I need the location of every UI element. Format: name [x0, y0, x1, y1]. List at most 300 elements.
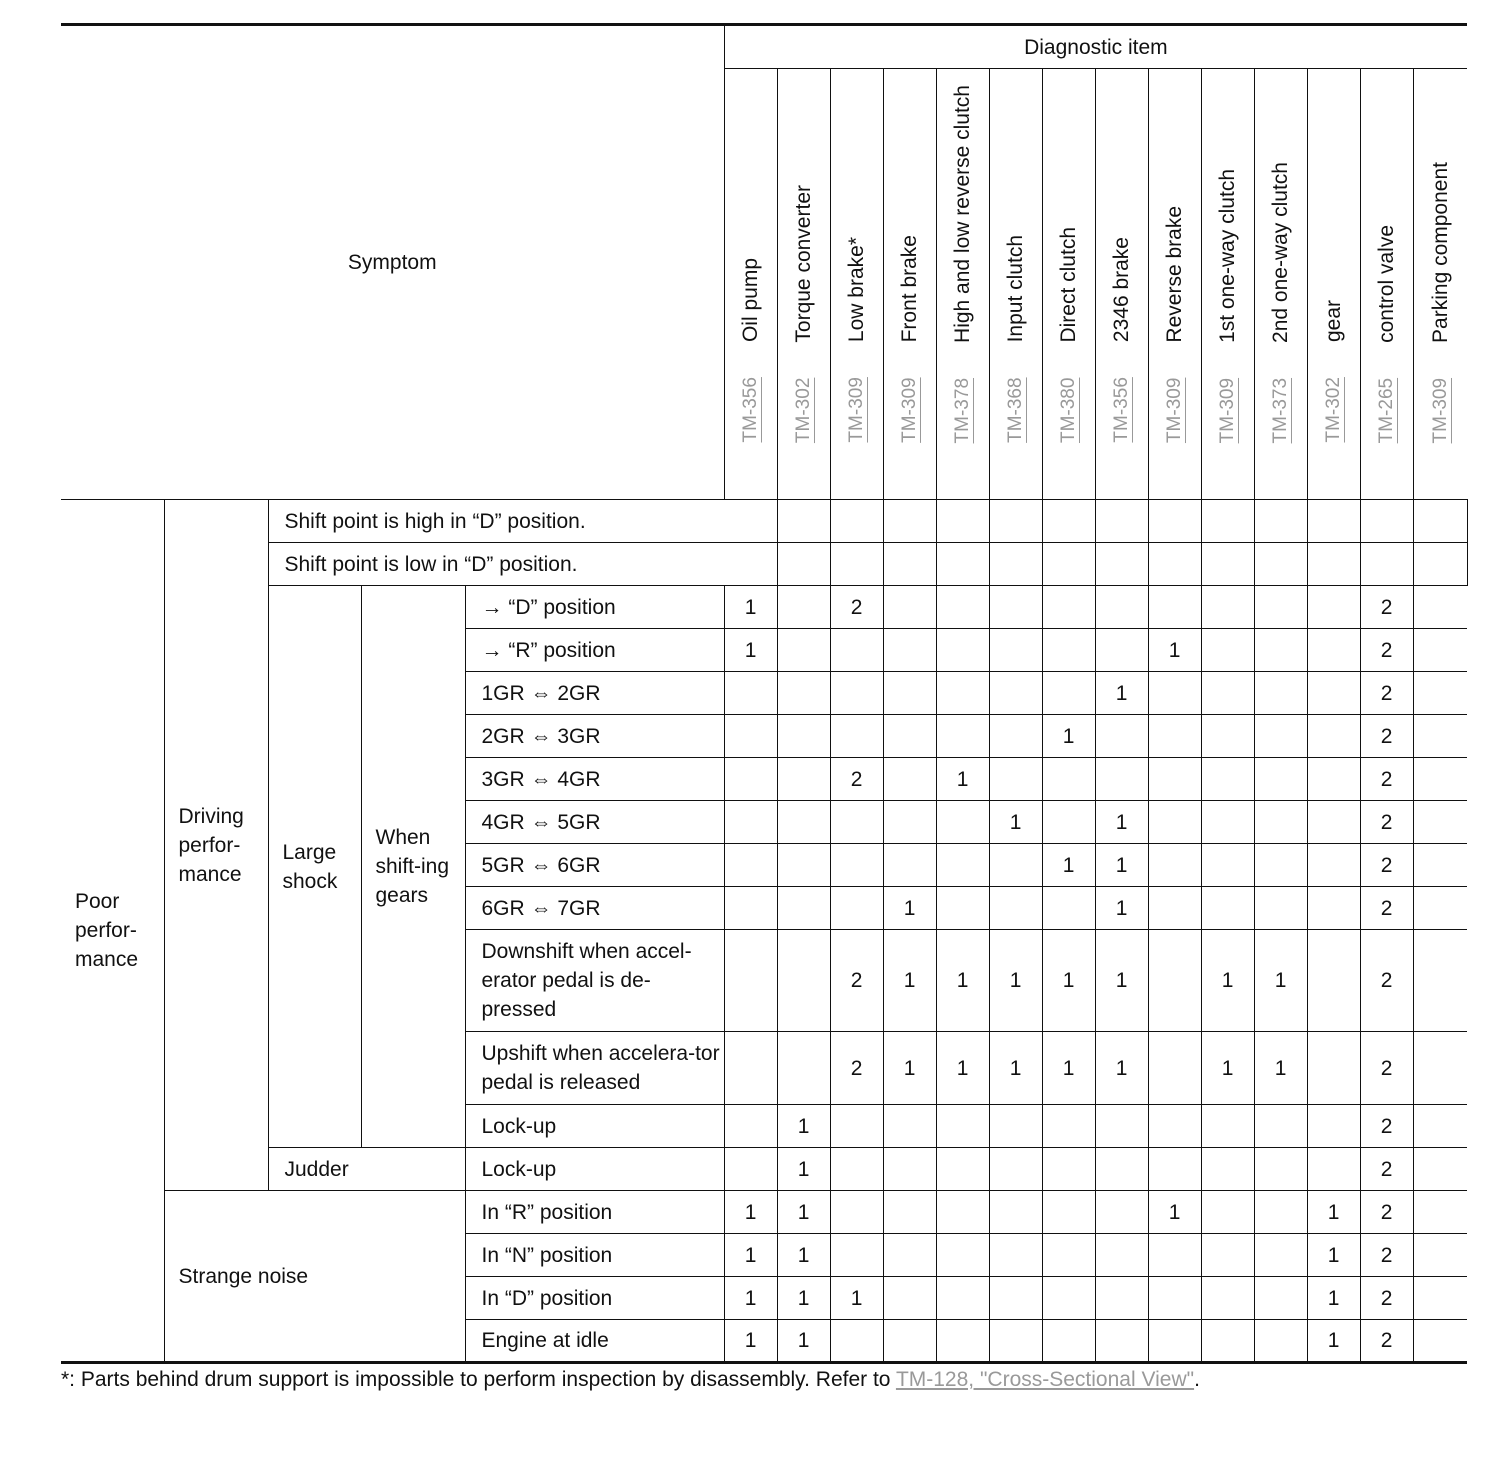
cell-value — [1307, 1032, 1360, 1105]
row-label: Lock-up — [465, 1148, 724, 1191]
cell-value: 2 — [830, 1032, 883, 1105]
cell-value: 1 — [777, 1191, 830, 1234]
cell-value: 2 — [1360, 672, 1413, 715]
cell-value — [1254, 801, 1307, 844]
cell-value — [1042, 887, 1095, 930]
cell-value — [1148, 930, 1201, 1032]
cell-value — [1148, 586, 1201, 629]
column-ref-link[interactable]: TM-368 — [1005, 377, 1027, 443]
column-header — [1307, 69, 1360, 500]
cell-value — [1254, 1105, 1307, 1148]
cell-value: 1 — [724, 586, 777, 629]
cell-value — [724, 930, 777, 1032]
cell-value — [1307, 543, 1360, 586]
cell-value — [830, 715, 883, 758]
cell-value — [1042, 801, 1095, 844]
cell-value — [1413, 1277, 1467, 1320]
cell-value — [1201, 543, 1254, 586]
cell-value — [724, 1148, 777, 1191]
column-header — [1360, 69, 1413, 500]
cell-value — [1413, 1148, 1467, 1191]
column-name: 2nd one-way clutch — [1269, 161, 1293, 343]
footnote — [61, 1366, 1200, 1394]
cell-value: 2 — [1360, 844, 1413, 887]
cell-value — [830, 1191, 883, 1234]
cell-value — [1254, 1320, 1307, 1363]
cell-value — [989, 1277, 1042, 1320]
cell-value: 2 — [1360, 1277, 1413, 1320]
row-label: In “D” position — [465, 1277, 724, 1320]
cell-value — [724, 801, 777, 844]
group-large-shock: Large shock — [268, 586, 361, 1148]
cell-value: 1 — [777, 1277, 830, 1320]
cell-value — [1148, 1320, 1201, 1363]
cell-value — [1042, 629, 1095, 672]
column-ref-link[interactable]: TM-309 — [846, 377, 868, 443]
row-label: In “N” position — [465, 1234, 724, 1277]
cell-value — [1307, 586, 1360, 629]
cell-value: 2 — [1360, 758, 1413, 801]
cell-value — [936, 586, 989, 629]
table-row — [61, 1148, 1467, 1191]
cell-value — [777, 930, 830, 1032]
cell-value — [936, 672, 989, 715]
cell-value: 1 — [1307, 1234, 1360, 1277]
cell-value: 1 — [1307, 1277, 1360, 1320]
column-name: Low brake* — [845, 237, 869, 343]
cell-value — [883, 629, 936, 672]
cell-value — [1413, 930, 1467, 1032]
cell-value — [1095, 1191, 1148, 1234]
column-name: Input clutch — [1004, 235, 1028, 343]
cell-value — [777, 844, 830, 887]
cell-value — [936, 500, 989, 543]
cell-value — [936, 1191, 989, 1234]
cell-value: 2 — [1360, 1032, 1413, 1105]
cell-value — [1148, 1148, 1201, 1191]
cell-value — [989, 500, 1042, 543]
cell-value — [777, 887, 830, 930]
cell-value — [1042, 1234, 1095, 1277]
cell-value — [724, 672, 777, 715]
cell-value — [830, 887, 883, 930]
column-name: Oil pump — [739, 258, 763, 343]
cell-value — [989, 586, 1042, 629]
column-header — [936, 69, 989, 500]
cell-value: 2 — [1360, 715, 1413, 758]
cell-value — [1413, 1105, 1467, 1148]
cell-value — [1201, 1148, 1254, 1191]
cell-value — [1148, 500, 1201, 543]
cell-value: 1 — [1254, 930, 1307, 1032]
cell-value — [1201, 672, 1254, 715]
column-ref-link[interactable]: TM-380 — [1058, 377, 1080, 443]
row-label: → “D” position — [465, 586, 724, 629]
cell-value — [1307, 758, 1360, 801]
column-header — [777, 69, 830, 500]
column-name: Front brake — [898, 235, 922, 343]
cell-value — [777, 586, 830, 629]
cell-value: 2 — [830, 930, 883, 1032]
cell-value — [1095, 629, 1148, 672]
cell-value — [1148, 1032, 1201, 1105]
cell-value — [1254, 629, 1307, 672]
cell-value: 1 — [1254, 1032, 1307, 1105]
column-name: 1st one-way clutch — [1216, 168, 1240, 343]
cell-value — [1254, 500, 1307, 543]
cell-value — [1413, 672, 1467, 715]
cell-value — [883, 844, 936, 887]
column-ref-link[interactable]: TM-309 — [1217, 377, 1239, 443]
cell-value — [1148, 1277, 1201, 1320]
cell-value: 1 — [724, 1277, 777, 1320]
cell-value — [1201, 844, 1254, 887]
cell-value — [1042, 543, 1095, 586]
cell-value — [777, 758, 830, 801]
cell-value — [1201, 1105, 1254, 1148]
cell-value — [936, 1234, 989, 1277]
cell-value: 1 — [883, 1032, 936, 1105]
cell-value: 1 — [1148, 1191, 1201, 1234]
row-label: → “R” position — [465, 629, 724, 672]
cell-value: 1 — [936, 1032, 989, 1105]
table-row — [61, 500, 1467, 543]
cell-value: 1 — [777, 1234, 830, 1277]
cell-value — [724, 1032, 777, 1105]
row-label: 5GR ⇔ 6GR — [465, 844, 724, 887]
row-label: Engine at idle — [465, 1320, 724, 1363]
cell-value — [1254, 586, 1307, 629]
column-name: 2346 brake — [1110, 237, 1134, 343]
cell-value: 1 — [883, 887, 936, 930]
cell-value — [1413, 715, 1467, 758]
cell-value — [883, 672, 936, 715]
group-when-shifting-gears: When shift-ing gears — [361, 586, 465, 1148]
cell-value — [1413, 1191, 1467, 1234]
cell-value — [830, 543, 883, 586]
cell-value — [1254, 887, 1307, 930]
cell-value — [1095, 586, 1148, 629]
cell-value — [936, 1105, 989, 1148]
cell-value — [936, 887, 989, 930]
cell-value — [936, 1277, 989, 1320]
column-ref-link[interactable]: TM-373 — [1270, 377, 1292, 443]
cell-value: 1 — [1095, 672, 1148, 715]
cell-value — [1148, 1105, 1201, 1148]
table-row — [61, 543, 1467, 586]
row-label: Downshift when accel-erator pedal is de-pressed — [465, 930, 724, 1032]
cell-value — [989, 672, 1042, 715]
cell-value — [883, 715, 936, 758]
cell-value — [989, 1234, 1042, 1277]
cell-value — [1095, 500, 1148, 543]
cell-value — [883, 1320, 936, 1363]
cell-value — [1201, 629, 1254, 672]
cell-value — [989, 758, 1042, 801]
cell-value — [936, 1320, 989, 1363]
cell-value — [989, 1191, 1042, 1234]
cell-value — [1254, 758, 1307, 801]
cell-value — [1148, 1234, 1201, 1277]
cell-value — [1042, 586, 1095, 629]
cell-value: 1 — [883, 930, 936, 1032]
cell-value — [989, 844, 1042, 887]
column-ref-link[interactable]: TM-265 — [1376, 377, 1398, 443]
column-ref-link[interactable]: TM-309 — [1429, 377, 1451, 443]
cell-value — [1254, 1234, 1307, 1277]
column-header — [1201, 69, 1254, 500]
cell-value — [1095, 1320, 1148, 1363]
column-header — [830, 69, 883, 500]
cell-value — [830, 1234, 883, 1277]
cell-value — [1148, 801, 1201, 844]
cell-value: 1 — [1095, 801, 1148, 844]
cell-value — [777, 543, 830, 586]
cell-value — [724, 758, 777, 801]
cell-value — [1095, 1277, 1148, 1320]
cell-value — [1413, 500, 1467, 543]
cell-value — [989, 1320, 1042, 1363]
cell-value: 1 — [1201, 930, 1254, 1032]
cell-value — [1307, 930, 1360, 1032]
cell-value — [1095, 715, 1148, 758]
cell-value: 1 — [1201, 1032, 1254, 1105]
cell-value: 1 — [989, 930, 1042, 1032]
cell-value: 2 — [1360, 801, 1413, 844]
cell-value — [1148, 543, 1201, 586]
cell-value: 1 — [1042, 844, 1095, 887]
footnote-text: *: Parts behind drum support is impossible to perform inspection by disassembly. Refer to — [61, 1368, 896, 1391]
cell-value — [1201, 1320, 1254, 1363]
cell-value — [883, 801, 936, 844]
cell-value — [1360, 500, 1413, 543]
row-label: 3GR ⇔ 4GR — [465, 758, 724, 801]
cell-value: 1 — [830, 1277, 883, 1320]
cell-value — [989, 629, 1042, 672]
row-label: Shift point is high in “D” position. — [268, 500, 777, 543]
cell-value — [1360, 543, 1413, 586]
cell-value — [1307, 887, 1360, 930]
cell-value — [883, 543, 936, 586]
row-label: 2GR ⇔ 3GR — [465, 715, 724, 758]
cell-value — [1148, 887, 1201, 930]
cell-value — [883, 758, 936, 801]
cell-value — [830, 1320, 883, 1363]
cell-value: 1 — [777, 1148, 830, 1191]
footnote-link[interactable]: TM-128, "Cross-Sectional View" — [895, 1368, 1195, 1391]
cell-value — [1042, 1148, 1095, 1191]
cell-value: 1 — [936, 758, 989, 801]
cell-value — [1201, 586, 1254, 629]
cell-value — [1254, 543, 1307, 586]
cell-value — [936, 715, 989, 758]
cell-value: 2 — [1360, 1320, 1413, 1363]
group-poor-performance: Poor perfor-mance — [61, 500, 164, 1363]
cell-value — [1042, 1105, 1095, 1148]
cell-value — [1307, 500, 1360, 543]
cell-value: 1 — [1095, 1032, 1148, 1105]
cell-value: 1 — [1095, 930, 1148, 1032]
cell-value — [830, 844, 883, 887]
cell-value — [1201, 887, 1254, 930]
cell-value — [1201, 1191, 1254, 1234]
column-header — [1254, 69, 1307, 500]
cell-value — [1095, 1148, 1148, 1191]
cell-value — [777, 500, 830, 543]
symptom-header: Symptom — [61, 25, 724, 500]
cell-value — [1413, 801, 1467, 844]
cell-value — [1042, 672, 1095, 715]
cell-value: 1 — [989, 801, 1042, 844]
column-name: Reverse brake — [1163, 205, 1187, 343]
cell-value — [883, 1105, 936, 1148]
row-label: Shift point is low in “D” position. — [268, 543, 777, 586]
cell-value: 1 — [1095, 887, 1148, 930]
row-label: Upshift when accelera-tor pedal is released — [465, 1032, 724, 1105]
column-name: gear — [1322, 300, 1346, 343]
cell-value — [936, 543, 989, 586]
cell-value — [1307, 1148, 1360, 1191]
cell-value — [1095, 1105, 1148, 1148]
cell-value — [830, 500, 883, 543]
cell-value — [883, 500, 936, 543]
column-ref-link[interactable]: TM-302 — [1323, 377, 1345, 443]
column-ref-link[interactable]: TM-356 — [1111, 377, 1133, 443]
column-header — [724, 69, 777, 500]
cell-value — [830, 801, 883, 844]
cell-value — [883, 1277, 936, 1320]
cell-value — [1095, 758, 1148, 801]
cell-value: 1 — [777, 1320, 830, 1363]
cell-value: 1 — [777, 1105, 830, 1148]
column-ref-link[interactable]: TM-302 — [793, 377, 815, 443]
column-name: Torque converter — [792, 184, 816, 343]
column-name: control valve — [1375, 224, 1399, 343]
diagnostic-item-header: Diagnostic item — [724, 25, 1467, 69]
column-ref-link[interactable]: TM-378 — [952, 377, 974, 443]
cell-value — [936, 801, 989, 844]
cell-value: 2 — [830, 758, 883, 801]
cell-value: 1 — [724, 629, 777, 672]
cell-value — [777, 672, 830, 715]
table-row — [61, 1191, 1467, 1234]
group-strange-noise: Strange noise — [164, 1191, 465, 1363]
cell-value — [1413, 887, 1467, 930]
cell-value — [1148, 758, 1201, 801]
cell-value — [1201, 1234, 1254, 1277]
cell-value — [1413, 844, 1467, 887]
cell-value: 1 — [1307, 1320, 1360, 1363]
cell-value — [1254, 1148, 1307, 1191]
group-driving-performance: Driving perfor-mance — [164, 500, 268, 1191]
cell-value — [1413, 629, 1467, 672]
cell-value: 1 — [1042, 1032, 1095, 1105]
cell-value — [1307, 629, 1360, 672]
cell-value: 1 — [724, 1191, 777, 1234]
cell-value — [883, 586, 936, 629]
row-label: Lock-up — [465, 1105, 724, 1148]
cell-value — [883, 1191, 936, 1234]
cell-value — [1254, 844, 1307, 887]
cell-value — [1042, 1320, 1095, 1363]
cell-value: 1 — [936, 930, 989, 1032]
cell-value — [1042, 1191, 1095, 1234]
cell-value — [989, 1105, 1042, 1148]
column-ref-link[interactable]: TM-309 — [1164, 377, 1186, 443]
cell-value: 1 — [1042, 930, 1095, 1032]
cell-value: 1 — [1042, 715, 1095, 758]
cell-value — [883, 1234, 936, 1277]
cell-value: 1 — [1307, 1191, 1360, 1234]
footnote-end: . — [1194, 1368, 1200, 1391]
cell-value — [724, 844, 777, 887]
group-judder: Judder — [268, 1148, 465, 1191]
cell-value — [989, 543, 1042, 586]
cell-value — [1413, 586, 1467, 629]
cell-value — [1254, 1191, 1307, 1234]
cell-value — [883, 1148, 936, 1191]
cell-value: 1 — [1095, 844, 1148, 887]
cell-value — [1148, 844, 1201, 887]
cell-value — [1254, 715, 1307, 758]
cell-value: 2 — [1360, 586, 1413, 629]
cell-value: 2 — [830, 586, 883, 629]
cell-value — [1307, 844, 1360, 887]
column-header — [1148, 69, 1201, 500]
cell-value — [1148, 672, 1201, 715]
cell-value: 1 — [989, 1032, 1042, 1105]
cell-value: 2 — [1360, 1105, 1413, 1148]
cell-value — [936, 629, 989, 672]
cell-value — [830, 672, 883, 715]
cell-value — [1413, 1234, 1467, 1277]
cell-value: 2 — [1360, 887, 1413, 930]
cell-value: 1 — [724, 1234, 777, 1277]
column-header — [883, 69, 936, 500]
cell-value — [1095, 1234, 1148, 1277]
cell-value: 1 — [1148, 629, 1201, 672]
cell-value: 2 — [1360, 1234, 1413, 1277]
row-label: 1GR ⇔ 2GR — [465, 672, 724, 715]
cell-value: 1 — [724, 1320, 777, 1363]
cell-value — [1042, 758, 1095, 801]
column-name: Parking component — [1428, 161, 1452, 343]
cell-value — [830, 1105, 883, 1148]
row-label: In “R” position — [465, 1191, 724, 1234]
diagnosis-table — [61, 23, 1467, 1364]
cell-value — [1254, 1277, 1307, 1320]
cell-value — [1201, 801, 1254, 844]
cell-value — [1307, 715, 1360, 758]
cell-value — [1413, 1320, 1467, 1363]
cell-value — [1201, 500, 1254, 543]
cell-value — [1254, 672, 1307, 715]
cell-value — [1201, 715, 1254, 758]
cell-value — [724, 887, 777, 930]
column-header — [1042, 69, 1095, 500]
cell-value — [724, 1105, 777, 1148]
cell-value — [989, 715, 1042, 758]
cell-value — [1148, 715, 1201, 758]
cell-value — [830, 1148, 883, 1191]
column-header — [1095, 69, 1148, 500]
column-name: High and low reverse clutch — [951, 84, 975, 343]
column-ref-link[interactable]: TM-309 — [899, 377, 921, 443]
column-ref-link[interactable]: TM-356 — [740, 377, 762, 443]
cell-value — [830, 629, 883, 672]
cell-value — [724, 715, 777, 758]
cell-value — [936, 1148, 989, 1191]
